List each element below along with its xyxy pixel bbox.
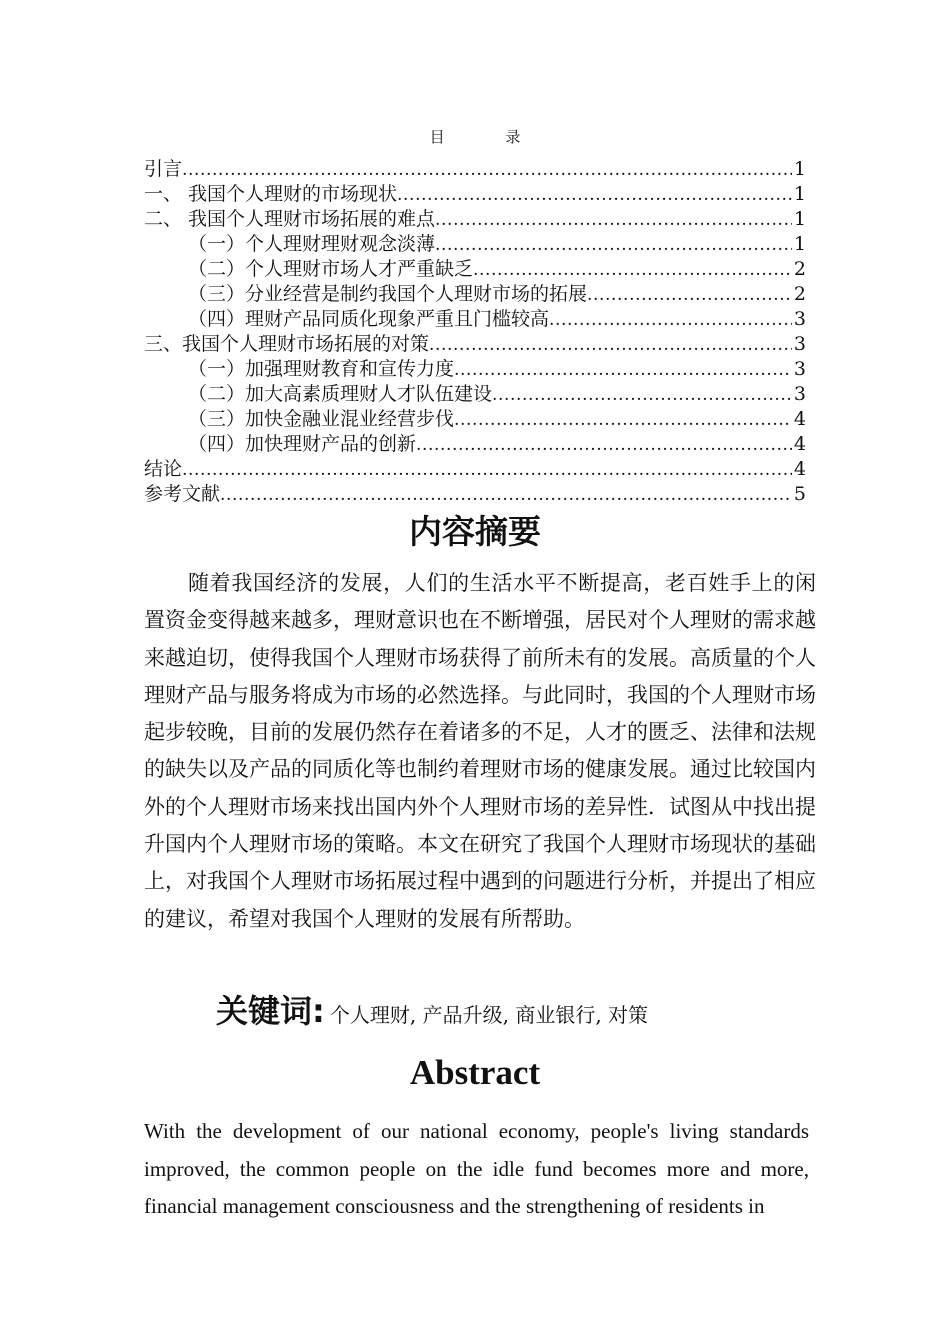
toc-entry-label: （三）分业经营是制约我国个人理财市场的拓展 — [188, 283, 588, 305]
toc-leader-dots — [220, 483, 792, 508]
table-of-contents — [144, 157, 806, 507]
abstract-en-heading: Abstract — [409, 1053, 541, 1092]
toc-entry-label: 三、我国个人理财市场拓展的对策 — [144, 333, 430, 355]
toc-entry-page: 4 — [793, 458, 806, 480]
toc-leader-dots — [492, 383, 792, 408]
toc-entry[interactable] — [144, 157, 806, 182]
toc-entry-page: 1 — [793, 208, 806, 230]
toc-entry[interactable] — [144, 407, 806, 432]
toc-leader-dots — [454, 408, 792, 433]
toc-leader-dots — [587, 283, 792, 308]
keywords-line — [216, 986, 648, 1032]
toc-entry-page: 1 — [793, 158, 806, 180]
toc-entry-label: （二）加大高素质理财人才队伍建设 — [188, 383, 493, 405]
toc-entry-label: 引言 — [144, 158, 183, 180]
toc-entry-label: 二、 我国个人理财市场拓展的难点 — [144, 208, 436, 230]
toc-entry-page: 2 — [793, 283, 806, 305]
toc-entry[interactable] — [144, 482, 806, 507]
toc-entry-label: （四）理财产品同质化现象严重且门槛较高 — [188, 308, 550, 330]
toc-entry[interactable] — [144, 207, 806, 232]
toc-entry[interactable] — [144, 357, 806, 382]
toc-entry-label: （三）加快金融业混业经营步伐 — [188, 408, 455, 430]
toc-entry-page: 3 — [793, 333, 806, 355]
toc-entry[interactable] — [144, 232, 806, 257]
toc-leader-dots — [435, 208, 792, 233]
toc-leader-dots — [454, 358, 792, 383]
toc-entry-page: 3 — [793, 383, 806, 405]
toc-entry-label: 结论 — [144, 458, 183, 480]
toc-entry[interactable] — [144, 307, 806, 332]
toc-entry-label: 参考文献 — [144, 483, 221, 505]
toc-leader-dots — [397, 183, 792, 208]
toc-leader-dots — [473, 258, 792, 283]
toc-entry[interactable] — [144, 432, 806, 457]
toc-leader-dots — [429, 333, 792, 358]
toc-entry-page: 5 — [793, 483, 806, 505]
toc-leader-dots — [182, 458, 792, 483]
toc-entry-label: 一、 我国个人理财的市场现状 — [144, 183, 398, 205]
toc-leader-dots — [549, 308, 792, 333]
abstract-en-body: With the development of our national economy, people's living standards improved, the common people on the idle fund becomes more and more, financial management consciousness and the strengthening of residents in — [144, 1119, 809, 1218]
toc-entry-label: （二）个人理财市场人才严重缺乏 — [188, 258, 474, 280]
toc-entry-label: （一）个人理财理财观念淡薄 — [188, 233, 436, 255]
toc-entry[interactable] — [144, 282, 806, 307]
keywords-label: 关键词: — [216, 992, 325, 1030]
toc-leader-dots — [182, 158, 792, 183]
toc-entry[interactable] — [144, 457, 806, 482]
abstract-zh-heading: 内容摘要 — [409, 512, 541, 551]
toc-leader-dots — [435, 233, 792, 258]
toc-entry-page: 3 — [793, 358, 806, 380]
toc-entry[interactable] — [144, 382, 806, 407]
toc-leader-dots — [416, 433, 792, 458]
toc-entry-page: 1 — [793, 233, 806, 255]
toc-entry-page: 1 — [793, 183, 806, 205]
toc-entry-page: 3 — [793, 308, 806, 330]
toc-entry-page: 2 — [793, 258, 806, 280]
toc-entry-label: （一）加强理财教育和宣传力度 — [188, 358, 455, 380]
toc-entry[interactable] — [144, 332, 806, 357]
toc-entry-page: 4 — [793, 433, 806, 455]
toc-entry-label: （四）加快理财产品的创新 — [188, 433, 417, 455]
toc-entry[interactable] — [144, 257, 806, 282]
toc-entry[interactable] — [144, 182, 806, 207]
abstract-zh-body: 随着我国经济的发展，人们的生活水平不断提高，老百姓手上的闲置资金变得越来越多，理财意识也在不断增强，居民对个人理财的需求越来越迫切，使得我国个人理财市场获得了前所未有的发展。高质量的个人理财产品与服务将成为市场的必然选择。与此同时，我国的个人理财市场起步较晚，目前的发展仍然存在着诸多的不足，人才的匮乏、法律和法规的缺失以及产品的同质化等也制约着理财市场的健康发展。通过比较国内外的个人理财市场来找出国内外个人理财市场的差异性．试图从中找出提升国内个人理财市场的策略。本文在研究了我国个人理财市场现状的基础上，对我国个人理财市场拓展过程中遇到的问题进行分析，并提出了相应的建议，希望对我国个人理财的发展有所帮助。 — [144, 571, 816, 931]
toc-entry-page: 4 — [793, 408, 806, 430]
toc-title: 目 录 — [429, 128, 549, 146]
keywords-values: 个人理财, 产品升级, 商业银行, 对策 — [329, 1003, 649, 1027]
